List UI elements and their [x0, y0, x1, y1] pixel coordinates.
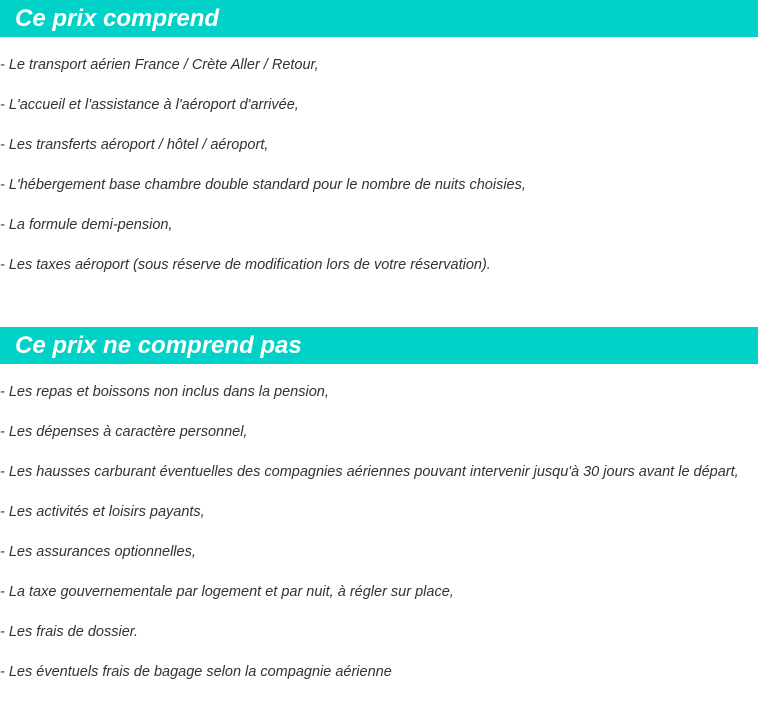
list-item: - Les transferts aéroport / hôtel / aéroport,	[0, 137, 269, 153]
list-item: - Les repas et boissons non inclus dans la pension,	[0, 384, 329, 400]
list-item: - Les dépenses à caractère personnel,	[0, 424, 248, 440]
list-item: - La formule demi-pension,	[0, 217, 173, 233]
list-item: - Les taxes aéroport (sous réserve de modification lors de votre réservation).	[0, 257, 491, 273]
list-item: - Les activités et loisirs payants,	[0, 504, 205, 520]
list-item: - La taxe gouvernementale par logement et par nuit, à régler sur place,	[0, 584, 454, 600]
list-item: - Les assurances optionnelles,	[0, 544, 196, 560]
list-item: - L'hébergement base chambre double standard pour le nombre de nuits choisies,	[0, 177, 526, 193]
included-list	[0, 57, 526, 297]
included-section-title: Ce prix comprend	[15, 4, 220, 32]
list-item: - Les frais de dossier.	[0, 624, 139, 640]
excluded-list	[0, 384, 739, 704]
included-section-header	[0, 0, 758, 37]
excluded-section-header	[0, 327, 758, 364]
list-item: - Les éventuels frais de bagage selon la compagnie aérienne	[0, 664, 392, 680]
list-item: - L'accueil et l'assistance à l'aéroport d'arrivée,	[0, 97, 299, 113]
excluded-section-title: Ce prix ne comprend pas	[15, 331, 302, 359]
list-item: - Les hausses carburant éventuelles des compagnies aériennes pouvant intervenir jusqu'à 30 jours avant le départ,	[0, 464, 739, 480]
list-item: - Le transport aérien France / Crète Aller / Retour,	[0, 57, 319, 73]
